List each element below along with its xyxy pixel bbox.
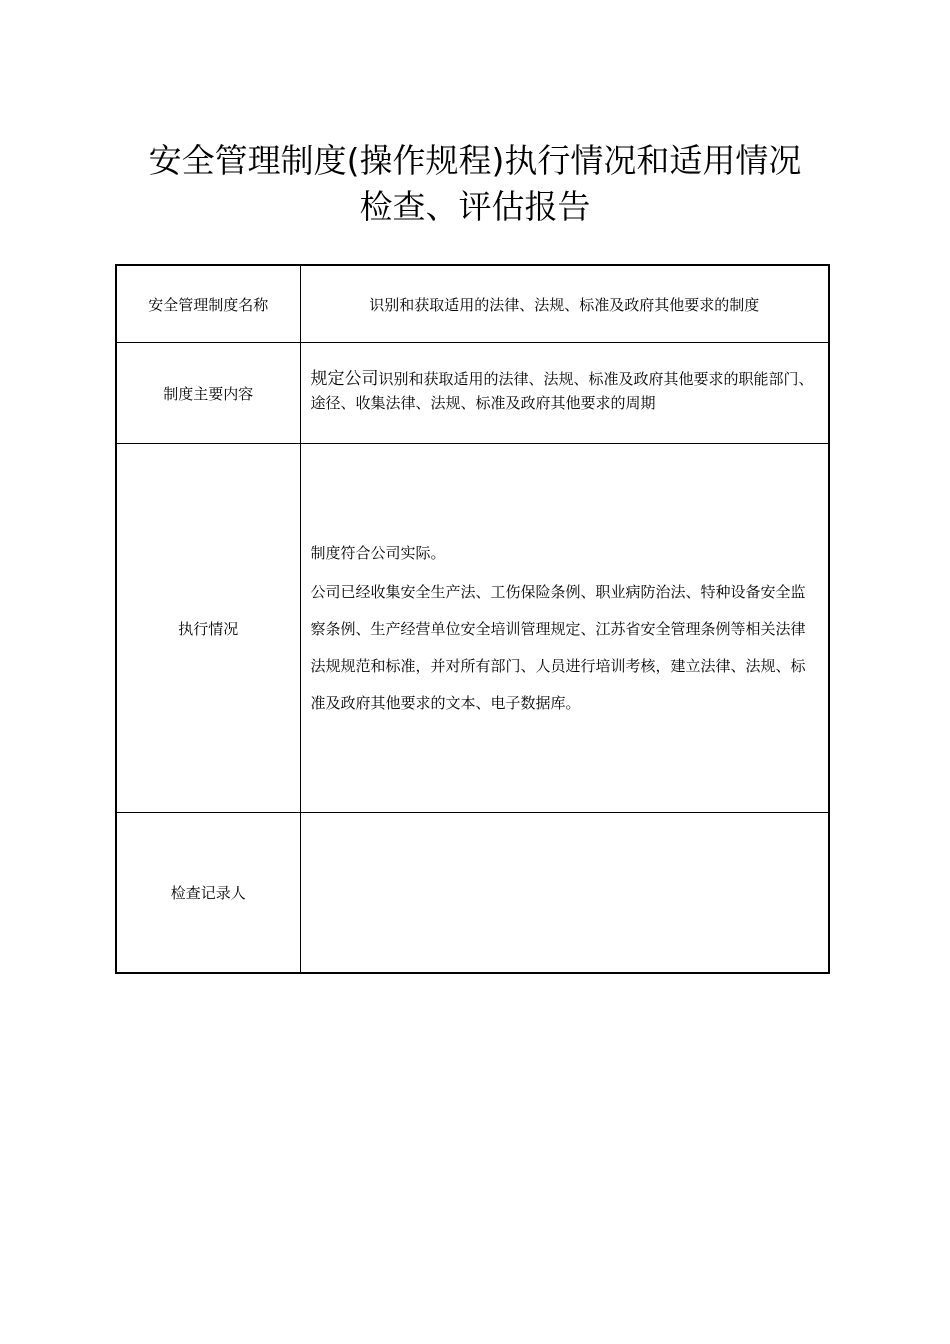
main-content-text: 识别和获取适用的法律、法规、标准及政府其他要求的职能部门、途径、收集法律、法规、标准及政府其他要求的周期 (310, 370, 814, 412)
system-name-value: 识别和获取适用的法律、法规、标准及政府其他要求的制度 (300, 265, 829, 343)
table-row-recorder (116, 813, 829, 974)
main-content-label: 制度主要内容 (116, 343, 300, 444)
execution-paragraph-1: 制度符合公司实际。 (310, 543, 446, 562)
title-line-2: 检查、评估报告 (359, 187, 591, 226)
execution-value (300, 444, 829, 813)
main-content-lead: 规定公司 (310, 369, 379, 389)
recorder-label: 检查记录人 (116, 813, 300, 974)
table-row-system-name (116, 265, 829, 343)
title-line-1: 安全管理制度(操作规程)执行情况和适用情况 (148, 141, 802, 180)
table-row-execution (116, 444, 829, 813)
table-row-main-content (116, 343, 829, 444)
recorder-value[interactable] (300, 813, 829, 974)
execution-label: 执行情况 (116, 444, 300, 813)
report-table (115, 264, 830, 974)
main-content-value (300, 341, 829, 442)
page-title (0, 138, 950, 230)
execution-paragraph-2: 公司已经收集安全生产法、工伤保险条例、职业病防治法、特种设备安全监察条例、生产经营单位安全培训管理规定、江苏省安全管理条例等相关法律法规规范和标准，并对所有部门、人员进行培训考核，建立法律、法规、标准及政府其他要求的文本、电子数据库。 (310, 582, 806, 712)
system-name-label: 安全管理制度名称 (116, 265, 300, 343)
